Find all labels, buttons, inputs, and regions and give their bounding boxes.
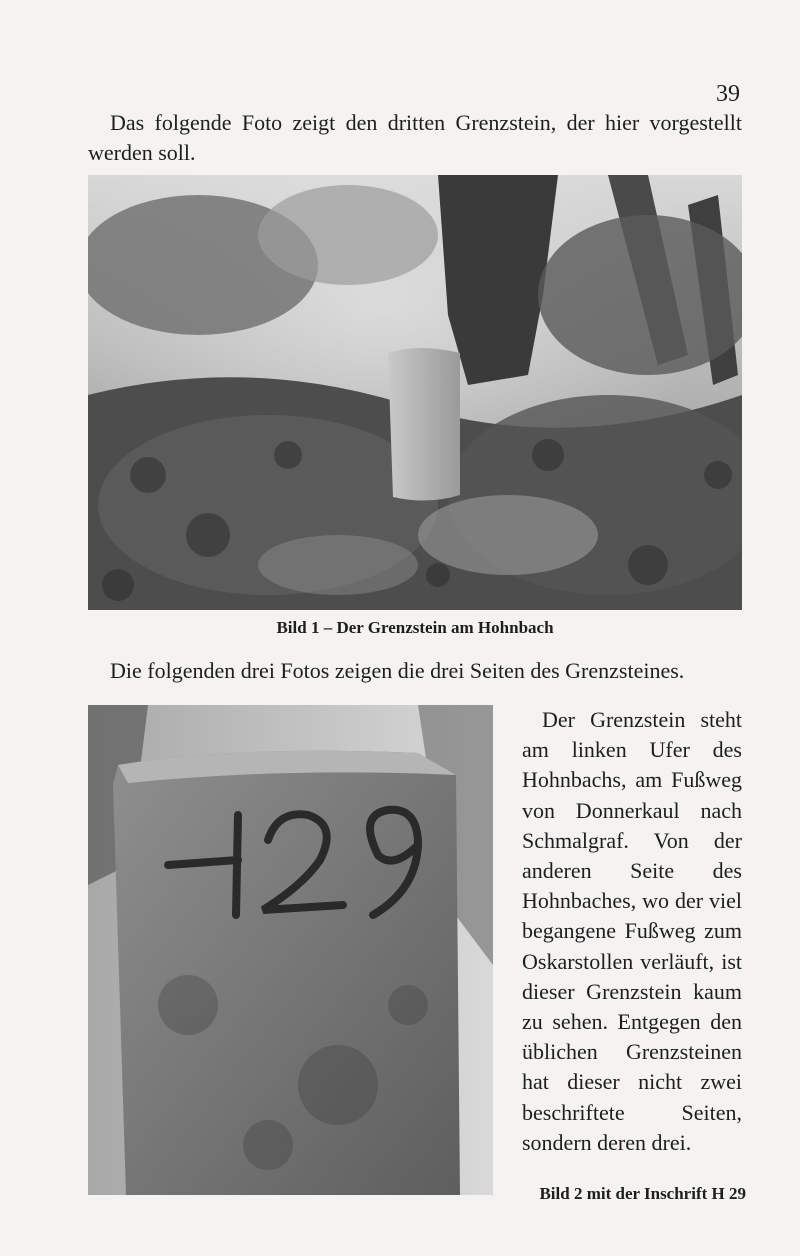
page-number: 39 — [716, 81, 740, 107]
side-paragraph-text: Der Grenzstein steht am linken Ufer des Hohnbachs, am Fußweg von Donnerkaul nach Schmalgraf. Von der anderen Seite des Hohnbaches, wo der viel begangene Fußweg zum Oskarstollen verläuft, ist dieser Grenzstein kaum zu sehen. Entgegen den üblichen Grenzsteinen hat dieser nicht zwei beschriftete Seiten, sondern deren drei. — [522, 707, 742, 1155]
figure1-caption: Bild 1 – Der Grenzstein am Hohnbach — [276, 618, 554, 637]
side-paragraph — [522, 705, 742, 1158]
stone-inscription-photo — [88, 705, 493, 1195]
figure2-caption: Bild 2 mit der Inschrift H 29 — [539, 1184, 746, 1203]
intro-paragraph: Das folgende Foto zeigt den dritten Grenzstein, der hier vorgestellt werden soll. — [88, 110, 742, 165]
second-paragraph: Die folgenden drei Fotos zeigen die drei Seiten des Grenzsteines. — [110, 658, 685, 683]
forest-boundary-stone-photo — [88, 175, 742, 610]
